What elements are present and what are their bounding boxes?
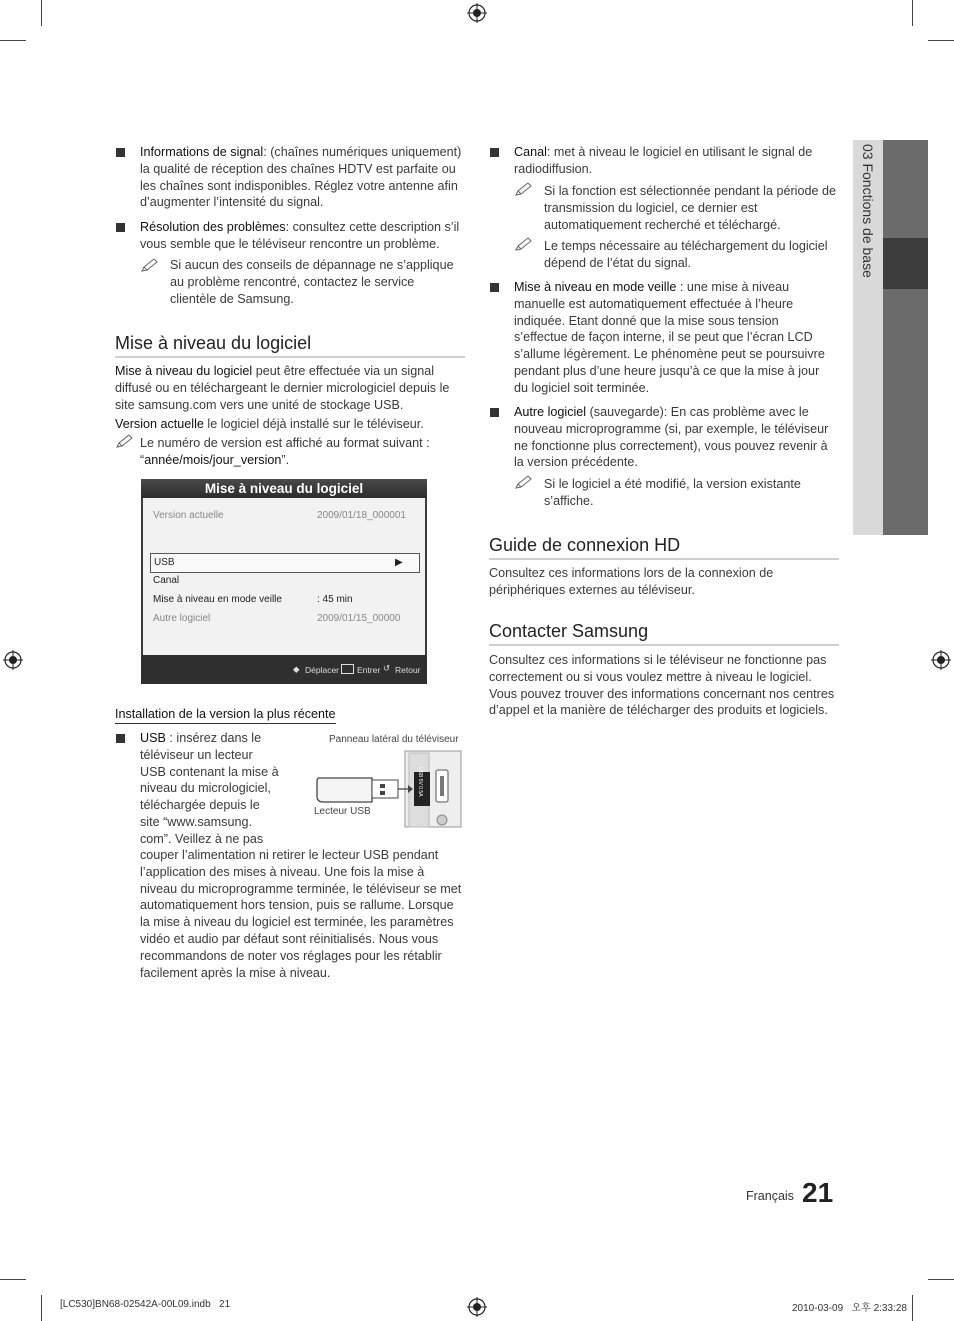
signal-info-term: Informations de signal bbox=[140, 145, 264, 159]
crop-mark bbox=[928, 1279, 954, 1280]
standby-text: : une mise à niveau manuelle est automatiquement effectuée à l’heure indiquée. Etant donné que la mise sous tension s’effectue de façon interne, il se peut que l’écran LCD s’allume légèrement. Le phénomène peut se poursuivre pendant plus d’une heure jusqu’à ce que la mise à jour du logiciel soit terminée. bbox=[514, 280, 825, 395]
registration-mark-icon bbox=[931, 650, 951, 670]
usb-line: niveau du micrologiciel, bbox=[140, 781, 271, 796]
intro-text: peut être effectuée via un signal diffusé ou en téléchargeant le dernier micrologiciel depuis le site samsung.com vers une unité de stockage USB. bbox=[115, 364, 450, 412]
usb-drive-label: Lecteur USB bbox=[314, 806, 371, 817]
page-number: 21 bbox=[802, 1177, 834, 1208]
menu-footer bbox=[141, 655, 427, 684]
menu-item-standby[interactable]: Mise à niveau en mode veille bbox=[153, 594, 282, 605]
menu-body bbox=[143, 498, 425, 655]
arrow-right-icon: ▶ bbox=[395, 557, 403, 568]
usb-port-label: USB 5V 0.5A bbox=[417, 767, 423, 797]
channel-note-1: Si la fonction est sélectionnée pendant la période de transmission du logiciel, ce dernier est automatiquement recherché et téléchargé. bbox=[544, 184, 836, 232]
bullet-icon bbox=[116, 734, 125, 743]
alt-text: (sauvegarde): En cas problème avec le nouveau microprogramme (si, par exemple, le téléviseur ne fonctionne plus correctement), vous pouvez revenir à la version précédente. bbox=[514, 405, 829, 470]
bullet-icon bbox=[490, 148, 499, 157]
registration-mark-icon bbox=[467, 1297, 487, 1317]
standby-paragraph bbox=[514, 279, 834, 397]
registration-mark-icon bbox=[467, 3, 487, 23]
return-label: Retour bbox=[395, 665, 421, 675]
note-pencil-icon bbox=[515, 182, 533, 196]
enter-label: Entrer bbox=[357, 665, 381, 675]
software-upgrade-menu bbox=[141, 479, 427, 684]
usb-line: USB contenant la mise à bbox=[140, 764, 279, 779]
version-format-note bbox=[140, 435, 460, 469]
crop-mark bbox=[912, 0, 913, 26]
note-pencil-icon bbox=[515, 237, 533, 251]
usb-paragraph-narrow bbox=[140, 730, 290, 848]
registration-mark-icon bbox=[3, 650, 23, 670]
software-upgrade-heading: Mise à niveau du logiciel bbox=[115, 333, 465, 358]
return-icon: ↺ bbox=[383, 663, 391, 673]
menu-item-alt-software[interactable]: Autre logiciel bbox=[153, 613, 211, 624]
software-upgrade-intro bbox=[115, 363, 463, 413]
troubleshoot-text: : consultez cette description s’il vous semble que le téléviseur rencontre un problème. bbox=[140, 220, 460, 251]
usb-line: : insérez dans le bbox=[169, 731, 262, 745]
current-version-paragraph bbox=[115, 416, 463, 433]
crop-mark bbox=[41, 1295, 42, 1321]
note-format: année/mois/jour_version bbox=[144, 452, 282, 467]
move-label: Déplacer bbox=[305, 665, 340, 675]
current-version-value: 2009/01/18_000001 bbox=[317, 510, 406, 521]
menu-item-usb[interactable] bbox=[150, 553, 420, 573]
note-pencil-icon bbox=[116, 434, 134, 448]
note-pencil-icon bbox=[141, 258, 159, 272]
usb-line: téléchargée depuis le bbox=[140, 798, 260, 813]
hd-guide-heading: Guide de connexion HD bbox=[489, 535, 839, 560]
contact-samsung-text: Consultez ces informations si le téléviseur ne fonctionne pas correctement ou si vous voulez mettre à niveau le logiciel. Vous pouvez trouver des informations concernant nos centres d’appel et la manière de télécharger des produits et logiciels. bbox=[489, 653, 835, 718]
menu-title: Mise à niveau du logiciel bbox=[141, 479, 427, 498]
signal-info-text: : (chaînes numériques uniquement) la qualité de réception des chaînes HDTV est parfaite ou les chaînes sont indisponibles. Réglez votre antenne afin d’augmenter l’intensité du signal. bbox=[140, 145, 462, 210]
intro-term: Mise à niveau du logiciel bbox=[115, 364, 253, 378]
crop-mark bbox=[0, 1279, 26, 1280]
troubleshoot-note: Si aucun des conseils de dépannage ne s’applique au problème rencontré, contactez le service clientèle de Samsung. bbox=[170, 258, 454, 306]
bullet-icon bbox=[490, 408, 499, 417]
hd-guide-text: Consultez ces informations lors de la connexion de périphériques externes au téléviseur. bbox=[489, 566, 774, 597]
alt-term: Autre logiciel bbox=[514, 405, 587, 419]
troubleshoot-paragraph bbox=[140, 219, 468, 253]
side-tab-dark bbox=[883, 140, 928, 535]
side-tab-marker bbox=[883, 238, 928, 289]
alt-software-paragraph bbox=[514, 404, 836, 471]
footer-timestamp: 2010-03-09 오후 2:33:28 bbox=[792, 1303, 907, 1314]
crop-mark bbox=[0, 40, 26, 41]
channel-note-2: Le temps nécessaire au téléchargement du logiciel dépend de l’état du signal. bbox=[544, 239, 828, 270]
bullet-icon bbox=[116, 223, 125, 232]
bullet-icon bbox=[490, 283, 499, 292]
menu-item-standby-value: : 45 min bbox=[317, 594, 353, 605]
footer-file-info: [LC530]BN68-02542A-00L09.indb 21 bbox=[60, 1299, 231, 1310]
tv-panel-label: Panneau latéral du téléviseur bbox=[329, 734, 459, 745]
move-icon: ◆ bbox=[293, 664, 300, 674]
crop-mark bbox=[41, 0, 42, 26]
usb-paragraph-wide: couper l’alimentation ni retirer le lecteur USB pendant l’application des mises à niveau. Une fois la mise à niveau du microprogramme terminée, le téléviseur se met automatiquement hors tension, puis se rallume. Lorsque la mise à niveau du logiciel est terminée, les paramètres vidéo et audio par défaut sont réinitialisés. Nous vous recommandons de noter vos réglages pour les rétablir facilement après la mise à niveau. bbox=[140, 848, 462, 980]
menu-item-label: USB bbox=[154, 557, 175, 568]
footer-language: Français bbox=[746, 1189, 794, 1203]
current-version-label: Version actuelle bbox=[153, 510, 224, 521]
channel-text: : met à niveau le logiciel en utilisant le signal de radiodiffusion. bbox=[514, 145, 813, 176]
install-heading: Installation de la version la plus récente bbox=[115, 706, 336, 724]
channel-term: Canal bbox=[514, 145, 547, 159]
channel-paragraph bbox=[514, 144, 832, 178]
menu-item-alt-software-value: 2009/01/15_00000 bbox=[317, 613, 401, 624]
note-end: ”. bbox=[281, 452, 290, 467]
menu-item-channel[interactable]: Canal bbox=[153, 575, 180, 586]
contact-samsung-heading: Contacter Samsung bbox=[489, 621, 839, 646]
crop-mark bbox=[928, 40, 954, 41]
enter-icon bbox=[341, 664, 354, 674]
usb-line: com”. Veillez à ne pas bbox=[140, 831, 264, 846]
version-text: le logiciel déjà installé sur le téléviseur. bbox=[203, 417, 424, 431]
usb-line: site “www.samsung. bbox=[140, 814, 252, 829]
note-pencil-icon bbox=[515, 475, 533, 489]
version-term: Version actuelle bbox=[115, 417, 204, 431]
usb-term: USB bbox=[140, 731, 166, 745]
note-text: Le numéro de version est affiché au format suivant : “ bbox=[140, 436, 430, 467]
usb-connection-figure bbox=[314, 750, 464, 828]
crop-mark bbox=[912, 1295, 913, 1321]
alt-software-note: Si le logiciel a été modifié, la version existante s’affiche. bbox=[544, 477, 801, 508]
standby-term: Mise à niveau en mode veille bbox=[514, 280, 677, 294]
usb-line: téléviseur un lecteur bbox=[140, 747, 253, 762]
signal-info-paragraph bbox=[140, 144, 465, 211]
troubleshoot-term: Résolution des problèmes bbox=[140, 220, 286, 234]
side-tab-label: 03 Fonctions de base bbox=[860, 144, 876, 278]
bullet-icon bbox=[116, 148, 125, 157]
